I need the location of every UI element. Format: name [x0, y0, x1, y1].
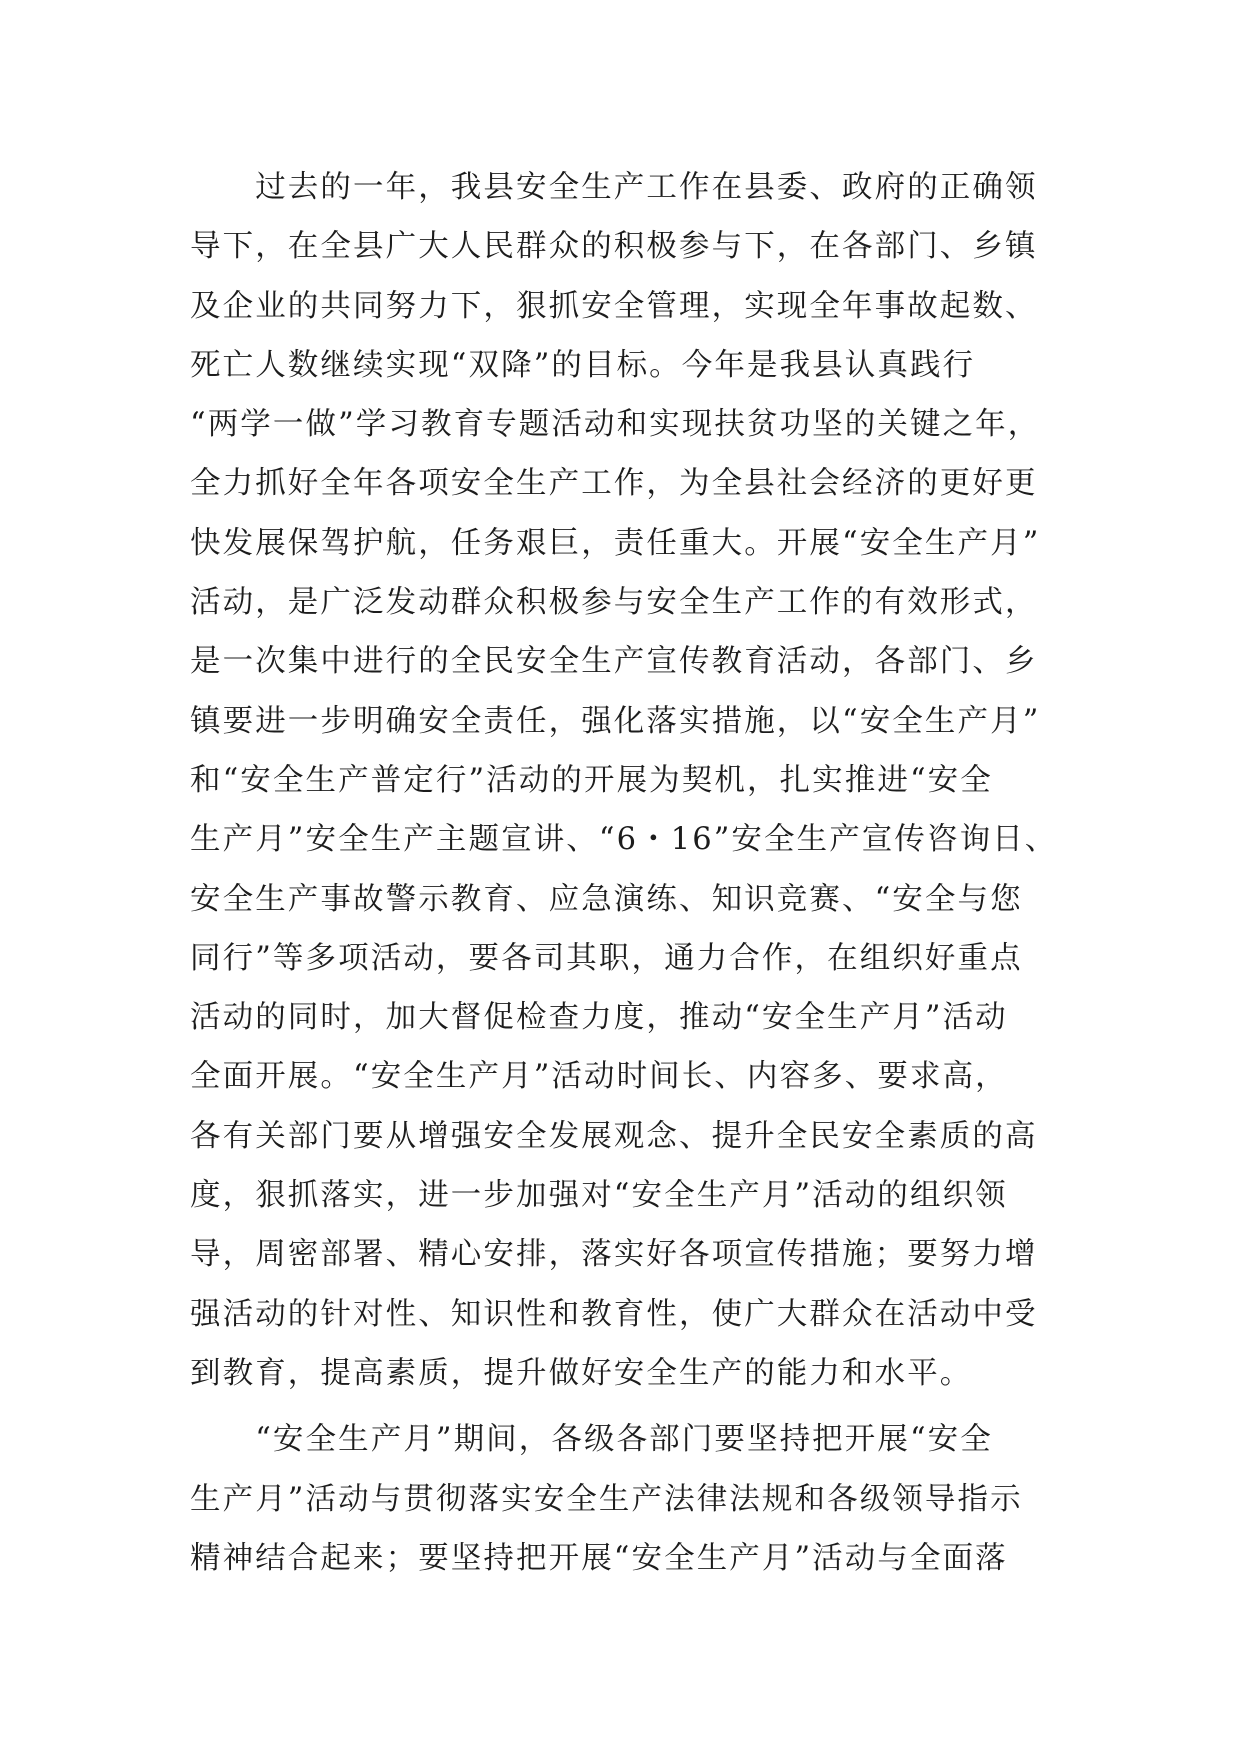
text-line: 强活动的针对性、知识性和教育性，使广大群众在活动中受: [190, 1296, 1038, 1332]
document-body: [190, 158, 1070, 1588]
text-line: 活动，是广泛发动群众积极参与安全生产工作的有效形式，: [190, 585, 1038, 621]
text-line: 同行”等多项活动，要各司其职，通力合作，在组织好重点: [190, 940, 1023, 976]
text-line: 是一次集中进行的全民安全生产宣传教育活动，各部门、乡: [190, 644, 1038, 680]
text-line: 生产月”安全生产主题宣讲、“6・16”安全生产宣传咨询日、: [190, 822, 1058, 858]
text-line: 活动的同时，加大督促检查力度，推动“安全生产月”活动: [190, 1000, 1008, 1036]
text-line: 快发展保驾护航，任务艰巨，责任重大。开展“安全生产月”: [190, 525, 1041, 561]
text-line: 安全生产事故警示教育、应急演练、知识竞赛、“安全与您: [190, 881, 1023, 917]
text-line: 导，周密部署、精心安排，落实好各项宣传措施；要努力增: [190, 1237, 1038, 1273]
text-line: 和“安全生产普定行”活动的开展为契机，扎实推进“安全: [190, 762, 993, 798]
text-line: 及企业的共同努力下，狠抓安全管理，实现全年事故起数、: [190, 288, 1038, 324]
text-line: 到教育，提高素质，提升做好安全生产的能力和水平。: [190, 1355, 973, 1391]
text-line: 全力抓好全年各项安全生产工作，为全县社会经济的更好更: [190, 466, 1038, 502]
paragraph-spacer: [190, 1403, 1070, 1410]
text-line: “安全生产月”期间，各级各部门要坚持把开展“安全: [190, 1422, 993, 1458]
paragraph-2: [190, 1410, 1070, 1588]
text-line: 死亡人数继续实现“双降”的目标。今年是我县认真践行: [190, 347, 976, 383]
paragraph-1: [190, 158, 1070, 1403]
text-line: 过去的一年，我县安全生产工作在县委、政府的正确领: [190, 170, 1038, 205]
text-line: “两学一做”学习教育专题活动和实现扶贫功坚的关键之年，: [190, 407, 1041, 443]
text-line: 全面开展。“安全生产月”活动时间长、内容多、要求高，: [190, 1059, 1008, 1095]
text-line: 各有关部门要从增强安全发展观念、提升全民安全素质的高: [190, 1118, 1038, 1154]
text-line: 精神结合起来；要坚持把开展“安全生产月”活动与全面落: [190, 1540, 1008, 1576]
text-line: 导下，在全县广大人民群众的积极参与下，在各部门、乡镇: [190, 229, 1038, 265]
text-line: 镇要进一步明确安全责任，强化落实措施，以“安全生产月”: [190, 703, 1041, 739]
text-line: 生产月”活动与贯彻落实安全生产法律法规和各级领导指示: [190, 1481, 1023, 1517]
text-line: 度，狠抓落实，进一步加强对“安全生产月”活动的组织领: [190, 1178, 1008, 1214]
